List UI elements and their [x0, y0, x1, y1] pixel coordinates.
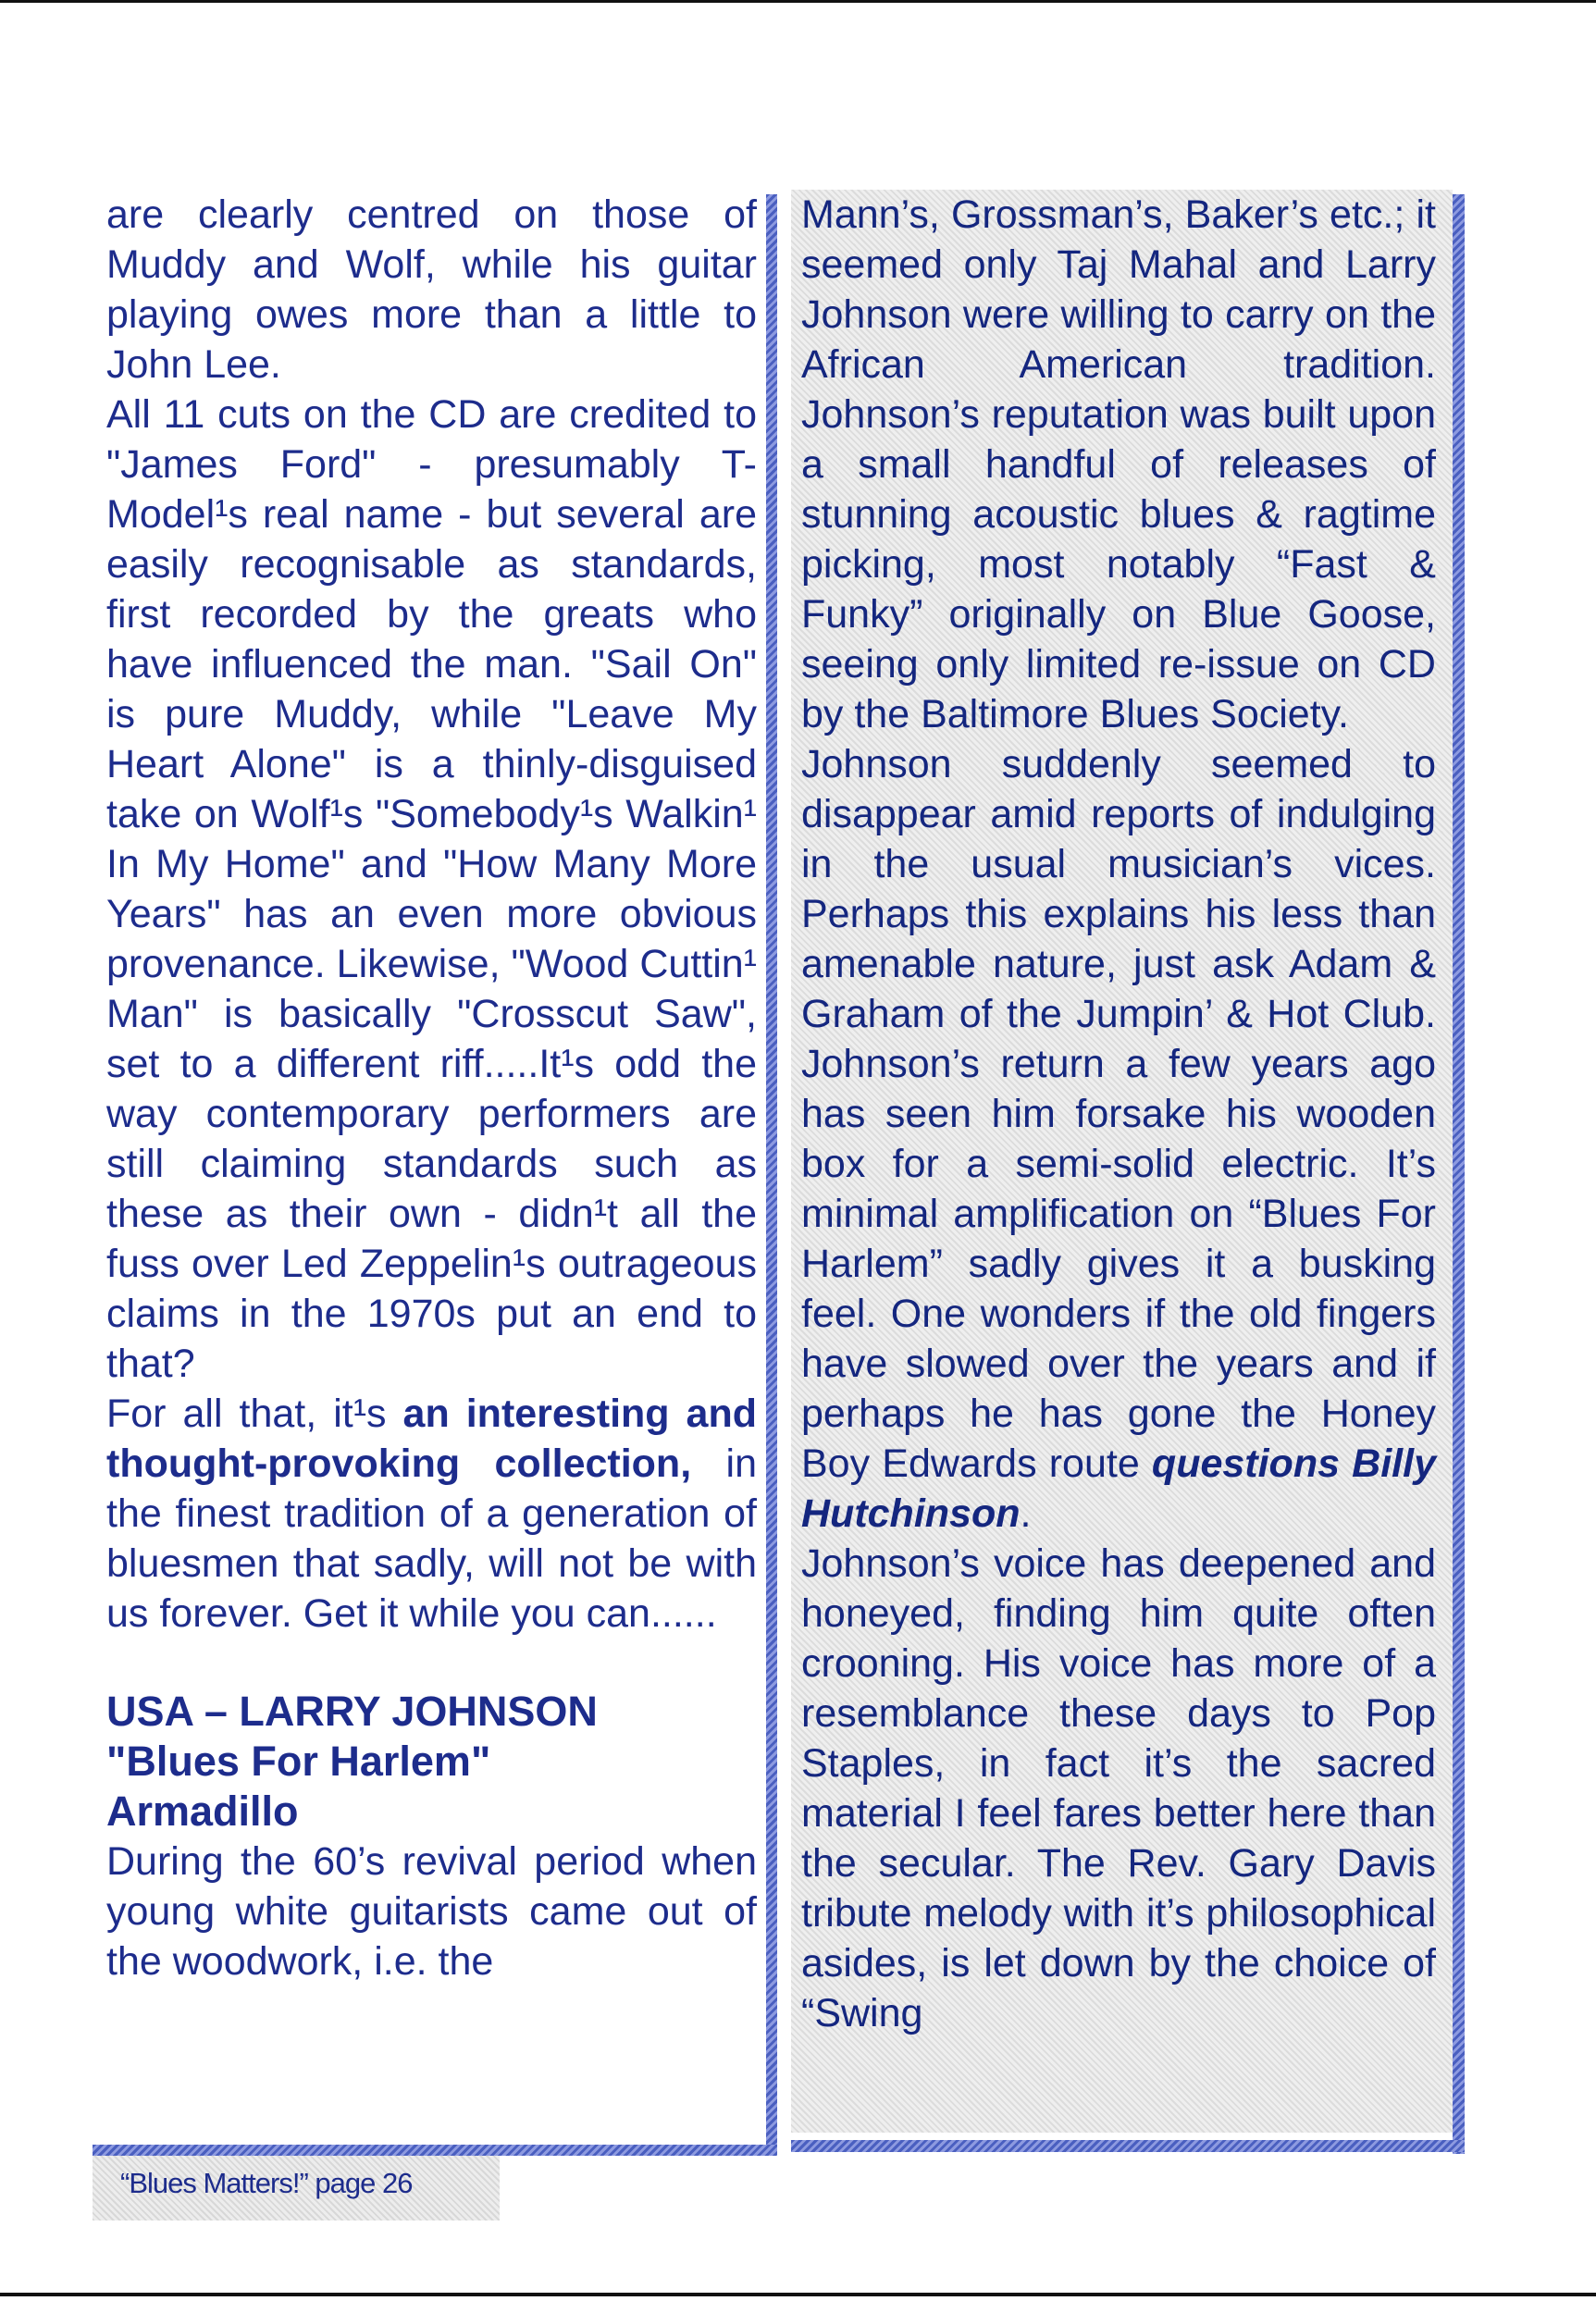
left-paragraph-3-bold: an interesting and thought-provoking collection, [106, 1392, 757, 1486]
left-column-border-right [766, 194, 777, 2154]
right-paragraph-3: Johnson’s voice has deepened and honeyed, finding him quite often crooning. His voice has more of a resemblance these days to Pop Staples, in fact it’s the sacred material I feel fares better here than the secular. The Rev. Gary Davis tribute melody with it’s philosophical asides, is let down by the choice of “Swing [801, 1541, 1436, 2035]
left-paragraph-3-start: For all that, it¹s [106, 1392, 403, 1436]
right-paragraph-2 [801, 739, 1436, 1539]
right-paragraph-2-end: . [1020, 1491, 1032, 1536]
review-heading-label: Armadillo [106, 1788, 299, 1835]
reviewer-byline: questions Billy Hutchinson [801, 1441, 1436, 1536]
left-paragraph-1: are clearly centred on those of Muddy and Wolf, while his guitar playing owes more than a little to John Lee. [106, 192, 757, 387]
section-gap [106, 1639, 757, 1687]
left-column-border-bottom [93, 2145, 777, 2156]
top-rule [0, 0, 1596, 3]
left-column [106, 190, 757, 1986]
left-paragraph-4: During the 60’s revival period when young white guitarists came out of the woodwork, i.e. the [106, 1839, 757, 1984]
bottom-rule [0, 2293, 1596, 2296]
left-paragraph-3-end: in the finest tradition of a generation of bluesmen that sadly, will not be with us forever. Get it while you can...... [106, 1441, 757, 1636]
page-number-label: “Blues Matters!” page 26 [120, 2167, 413, 2199]
review-heading-album: "Blues For Harlem" [106, 1738, 491, 1785]
right-paragraph-1: Mann’s, Grossman’s, Baker’s etc.; it seemed only Taj Mahal and Larry Johnson were willing to carry on the African American tradition. Johnson’s reputation was built upon a small handful of releases of stunning acoustic blues & ragtime picking, most notably “Fast & Funky” originally on Blue Goose, seeing only limited re-issue on CD by the Baltimore Blues Society. [801, 192, 1436, 736]
right-column-border-right [1453, 194, 1465, 2154]
left-paragraph-2: All 11 cuts on the CD are credited to "James Ford" - presumably T-Model¹s real name - but several are easily recognisable as standards, first recorded by the greats who have influenced the man. "Sail On" is pure Muddy, while "Leave My Heart Alone" is a thinly-disguised take on Wolf¹s "Somebody¹s Walkin¹ In My Home" and "How Many More Years" has an even more obvious provenance. Likewise, "Wood Cuttin¹ Man" is basically "Crosscut Saw", set to a different riff.....It¹s odd the way contemporary performers are still claiming standards such as these as their own - didn¹t all the fuss over Led Zeppelin¹s outrageous claims in the 1970s put an end to that? [106, 392, 757, 1386]
right-column-border-bottom [791, 2140, 1465, 2152]
page-footer [93, 2156, 500, 2221]
right-column [801, 190, 1436, 2038]
left-paragraph-3 [106, 1389, 757, 1639]
review-heading-artist: USA – LARRY JOHNSON [106, 1688, 598, 1735]
right-paragraph-2-start: Johnson suddenly seemed to disappear amid reports of indulging in the usual musician’s vices. Perhaps this explains his less than amenable nature, just ask Adam & Graham of the Jumpin’ & Hot Club. Johnson’s return a few years ago has seen him forsake his wooden box for a semi-solid electric. It’s minimal amplification on “Blues For Harlem” sadly gives it a busking feel. One wonders if the old fingers have slowed over the years and if perhaps he has gone the Honey Boy Edwards route [801, 742, 1436, 1486]
